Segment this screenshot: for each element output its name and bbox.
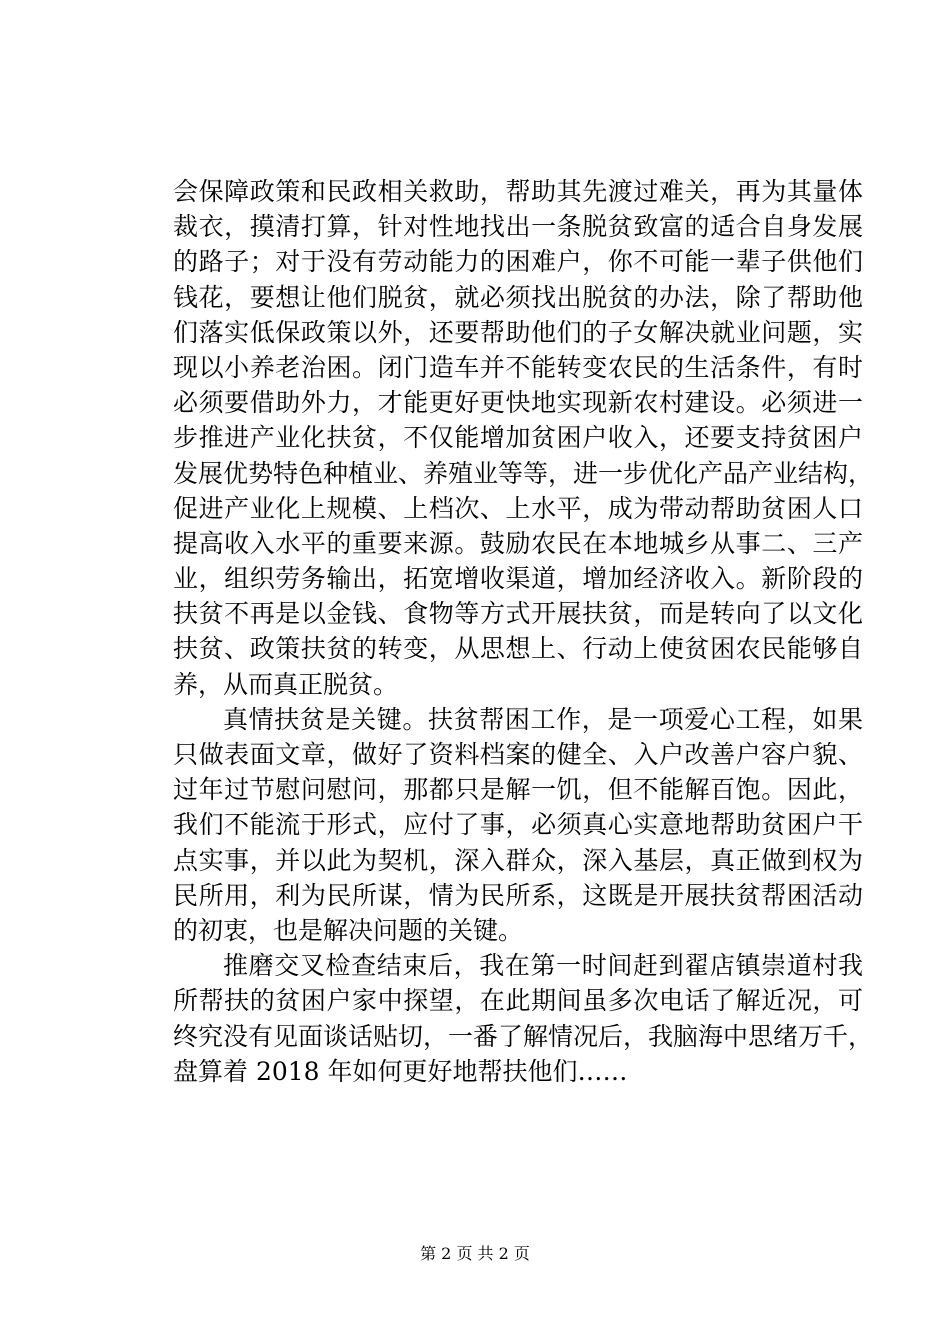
paragraph-start-line: 推磨交叉检查结束后，我在第一时间赶到翟店镇崇道村我 (223, 951, 863, 981)
text-line: 我们不能流于形式，应付了事，必须真心实意地帮助贫困户干 (173, 810, 863, 840)
paragraph-start-line: 真情扶贫是关键。扶贫帮困工作，是一项爱心工程，如果 (223, 704, 863, 734)
text-line: 盘算着 2018 年如何更好地帮扶他们…… (173, 1056, 628, 1086)
text-line: 扶贫不再是以金钱、食物等方式开展扶贫，而是转向了以文化 (173, 599, 863, 629)
text-line: 扶贫、政策扶贫的转变，从思想上、行动上使贫困农民能够自 (173, 634, 863, 664)
text-line: 裁衣，摸清打算，针对性地找出一条脱贫致富的适合自身发展 (173, 212, 863, 242)
text-line: 们落实低保政策以外，还要帮助他们的子女解决就业问题，实 (173, 317, 863, 347)
text-line: 所帮扶的贫困户家中探望，在此期间虽多次电话了解近况，可 (173, 986, 863, 1016)
text-line: 会保障政策和民政相关救助，帮助其先渡过难关，再为其量体 (173, 177, 863, 206)
text-line: 民所用，利为民所谋，情为民所系，这既是开展扶贫帮困活动 (173, 880, 863, 910)
page-footer: 第 2 页 共 2 页 (420, 1244, 530, 1263)
text-line: 步推进产业化扶贫，不仅能增加贫困户收入，还要支持贫困户 (173, 423, 863, 453)
text-line: 业，组织劳务输出，拓宽增收渠道，增加经济收入。新阶段的 (173, 564, 863, 594)
text-line: 的初衷，也是解决问题的关键。 (173, 915, 524, 945)
text-line: 过年过节慰问慰问，那都只是解一饥，但不能解百饱。因此， (173, 775, 863, 805)
text-line: 现以小养老治困。闭门造车并不能转变农民的生活条件，有时 (173, 352, 863, 382)
text-line: 的路子；对于没有劳动能力的困难户，你不可能一辈子供他们 (173, 247, 863, 277)
body-text (173, 174, 874, 1089)
text-line: 钱花，要想让他们脱贫，就必须找出脱贫的办法，除了帮助他 (173, 282, 863, 312)
text-line: 必须要借助外力，才能更好更快地实现新农村建设。必须进一 (173, 388, 863, 418)
text-line: 终究没有见面谈话贴切，一番了解情况后，我脑海中思绪万千， (173, 1021, 874, 1051)
text-line: 提高收入水平的重要来源。鼓励农民在本地城乡从事二、三产 (173, 528, 863, 558)
text-line: 促进产业化上规模、上档次、上水平，成为带动帮助贫困人口 (173, 493, 863, 523)
text-line: 只做表面文章，做好了资料档案的健全、入户改善户容户貌、 (173, 740, 863, 769)
text-line: 点实事，并以此为契机，深入群众，深入基层，真正做到权为 (173, 845, 863, 875)
text-line: 养，从而真正脱贫。 (173, 669, 399, 699)
text-line: 发展优势特色种植业、养殖业等等，进一步优化产品产业结构， (173, 458, 874, 488)
